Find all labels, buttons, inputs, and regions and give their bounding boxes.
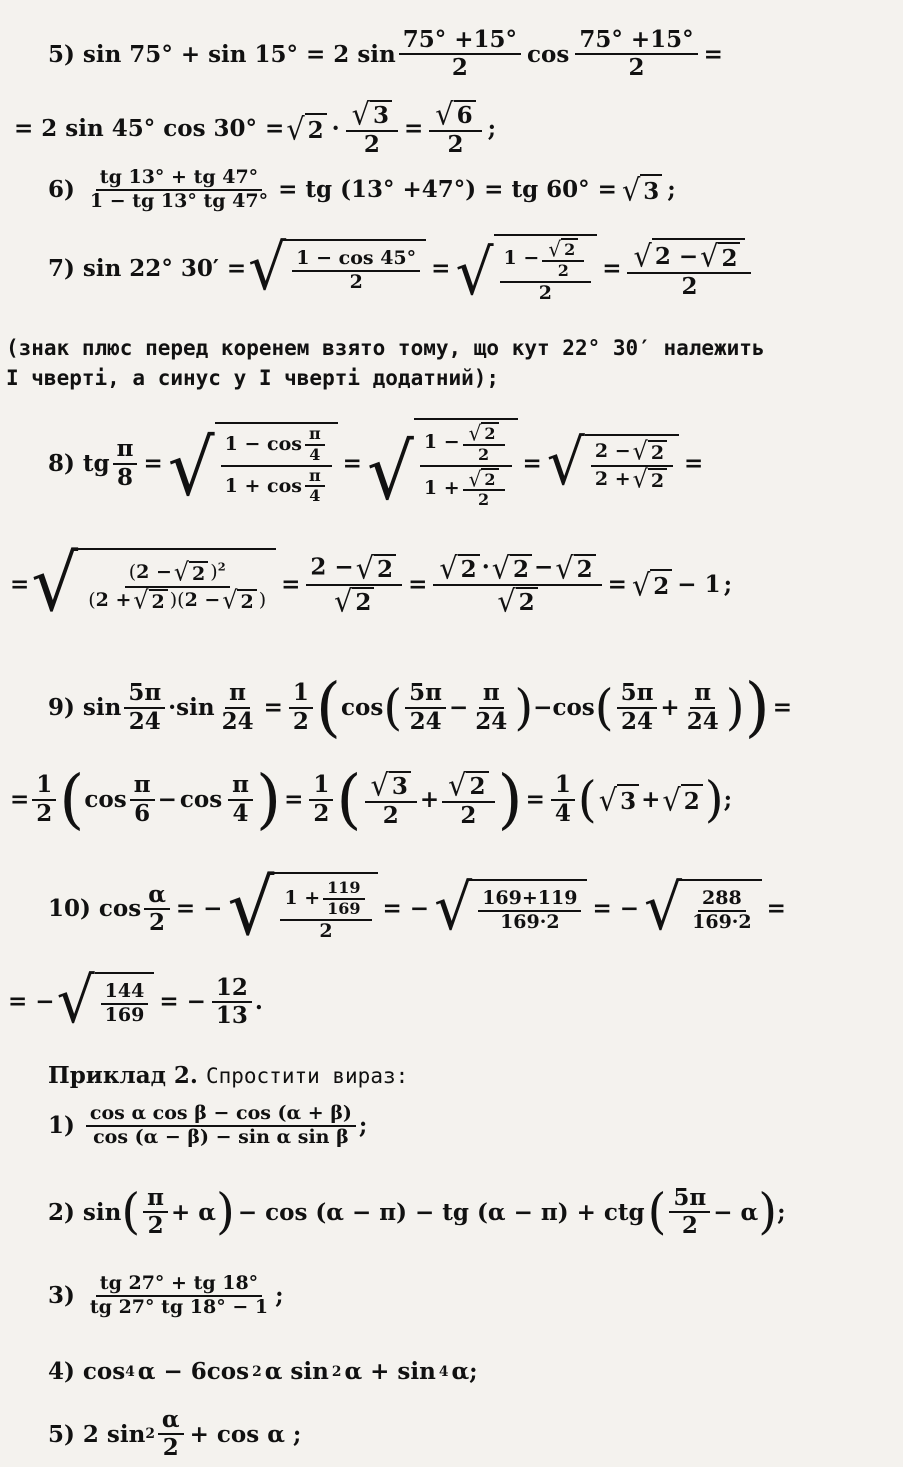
fraction: $\frac{75^\circ +15^\circ}{2}$ xyxy=(575,28,697,80)
formula-text: = xyxy=(703,40,723,68)
sqrt: √ 1 − cos $\frac{\pi}{4}$ 1 + cos $\frac{\pi}{4}$ xyxy=(168,422,338,505)
example-5-line-1 xyxy=(48,28,726,80)
fraction: √ 6 2 xyxy=(429,100,481,157)
heading-bold: Приклад 2. xyxy=(48,1062,198,1089)
exercise-item-4: 4) cos 4 α − 6cos 2 α sin 2 α + sin 4 α; xyxy=(48,1358,478,1385)
formula-text: sin 75° + sin 15° = 2 sin xyxy=(82,40,396,68)
exercise-item-1: 1) $\frac{\text{cos α cos β − cos (α + β)}}{\text{cos (α − β) − sin α sin β}}$ ; xyxy=(48,1102,368,1148)
formula-text: cos xyxy=(527,40,570,68)
fraction: $\frac{5\pi}{24}$ xyxy=(124,681,165,733)
example-label: 7) xyxy=(48,255,75,283)
exercise-item-5: 5) 2 sin 2 $\frac{\alpha}{2}$ + cos α ; xyxy=(48,1406,302,1462)
formula-text: = 2 sin 45° cos 30° = xyxy=(14,114,285,142)
fraction: √ 3 2 xyxy=(346,100,398,157)
example-9-line-2: = $\frac{1}{2}$ ( cos $\frac{\pi}{6}$ − cos $\frac{\pi}{4}$ ) = $\frac{1}{2}$ ( √ 3 2 + √ 2 2 ) = $\frac{1}{4}$ ( √ 3 + √ 2 ) ; xyxy=(10,762,733,837)
example-label: 9) xyxy=(48,694,75,721)
example-label: 5) xyxy=(48,40,75,68)
fraction: $\frac{\text{cos α cos β − cos (α + β)}}{\text{cos (α − β) − sin α sin β}}$ xyxy=(86,1104,356,1148)
sqrt: √ 2 xyxy=(632,569,672,600)
sqrt: √ (2 − √ 2 )$^2$ (2 + √ 2 )(2 − √ 2 ) xyxy=(31,548,276,622)
formula-text: = tg (13° +47°) = tg 60° = xyxy=(278,176,617,204)
example-10-line-2: = − √ $\frac{144}{169}$ = − $\frac{12}{13}$ . xyxy=(8,964,263,1038)
example-9-line-1: 9) sin $\frac{5\pi}{24}$ · sin $\frac{\pi}{24}$ = $\frac{1}{2}$ ( cos ( $\frac{5\pi}{24}$ − $\frac{\pi}{24}$ ) − cos ( $\frac{5\pi}{24}$ + $\frac{\pi}{24}$ ) ) = xyxy=(48,670,792,745)
formula-text: sin 22° 30′ = xyxy=(82,255,247,283)
exercise-item-2: 2) sin ( $\frac{\pi}{2}$ + α ) − cos (α − π) − tg (α − π) + ctg ( $\frac{5\pi}{2}$ − α ) ; xyxy=(48,1183,786,1240)
fraction: $\frac{1}{4}$ xyxy=(551,773,575,825)
fraction: √ 2 − √ 2 2 xyxy=(627,238,751,299)
example-7: 7) sin 22° 30′ = √ $\frac{1 - \cos 45^\circ}{2}$ = √ 1 − √ 2 2 2 = √ 2 − √ 2 2 xyxy=(48,234,754,304)
fraction: $\frac{tg 13^\circ + tg 47^\circ}{1 - tg 13^\circ tg 47^\circ}$ xyxy=(89,166,269,212)
fraction: $\frac{\pi}{24}$ xyxy=(221,679,254,735)
heading-text: Спростити вираз: xyxy=(205,1064,409,1088)
note-line-2: I чверті, а синус у I чверті додатний); xyxy=(6,366,500,390)
fraction: $\frac{75^\circ +15^\circ}{2}$ xyxy=(399,28,521,80)
example-label: 10) xyxy=(48,895,91,923)
example-label: 8) xyxy=(48,450,75,478)
fraction: $\frac{\alpha}{2}$ xyxy=(144,883,170,935)
section-heading xyxy=(48,1062,408,1089)
example-label: 6) xyxy=(48,176,75,204)
fraction: $\frac{\pi}{8}$ xyxy=(113,437,138,489)
fraction: $\frac{12}{13}$ xyxy=(212,976,252,1028)
example-5-line-2: = 2 sin 45° cos 30° = √ 2 · √ 3 2 = √ 6 2 ; xyxy=(14,96,497,158)
sqrt: √ $\frac{144}{169}$ xyxy=(57,972,155,1032)
fraction: √ 2 · √ 2 − √ 2 √ 2 xyxy=(433,554,601,616)
example-8-line-2: = √ (2 − √ 2 )$^2$ (2 + √ 2 )(2 − √ 2 ) = 2 − √ 2 √ 2 = √ 2 · √ 2 − √ 2 √ 2 = √ 2 − 1 ; xyxy=(10,539,733,630)
fraction: $\frac{tg 27^\circ + tg 18^\circ}{tg 27^\circ tg 18^\circ - 1}$ xyxy=(89,1272,269,1318)
example-6: 6) $\frac{tg 13^\circ + tg 47^\circ}{1 - tg 13^\circ tg 47^\circ}$ = tg (13° +47°) = tg 60° = √ 3 ; xyxy=(48,166,676,212)
fraction: $\frac{1}{2}$ xyxy=(309,773,333,825)
exercise-item-3: 3) $\frac{tg 27^\circ + tg 18^\circ}{tg 27^\circ tg 18^\circ - 1}$ ; xyxy=(48,1272,284,1318)
sqrt: √ 3 xyxy=(622,174,662,205)
example-10-line-1: 10) cos $\frac{\alpha}{2}$ = − √ 1 + $\frac{119}{169}$ 2 = − √ $\frac{169+119}{169\cdot 2}$ = − √ $\frac{288}{169\cdot 2}$ = xyxy=(48,863,786,954)
fraction: 2 − √ 2 √ 2 xyxy=(306,554,402,616)
sqrt: √ 1 − √ 2 2 2 xyxy=(455,234,597,304)
note-line-1: (знак плюс перед коренем взято тому, що кут 22° 30′ належить xyxy=(6,336,765,360)
sqrt: √ 1 − √ 2 2 1 + √ 2 2 xyxy=(367,418,518,509)
sqrt: √ 2 − √ 2 2 + √ 2 xyxy=(547,434,679,494)
example-8-line-1: 8) tg $\frac{\pi}{8}$ = √ 1 − cos $\frac{\pi}{4}$ 1 + cos $\frac{\pi}{4}$ = √ 1 − √ 2 2 1 + √ 2 2 = √ 2 − √ 2 2 + √ 2 = xyxy=(48,418,706,509)
sqrt: √ $\frac{169+119}{169\cdot 2}$ xyxy=(434,879,587,939)
sqrt: √ $\frac{1 - \cos 45^\circ}{2}$ xyxy=(248,239,426,299)
fraction: $\frac{1}{2}$ xyxy=(289,681,313,733)
sqrt: √ 1 + $\frac{119}{169}$ 2 xyxy=(227,872,377,946)
fraction: $\frac{1}{2}$ xyxy=(32,773,56,825)
sqrt: √ $\frac{288}{169\cdot 2}$ xyxy=(644,879,762,939)
sqrt: √ 2 xyxy=(286,113,326,144)
